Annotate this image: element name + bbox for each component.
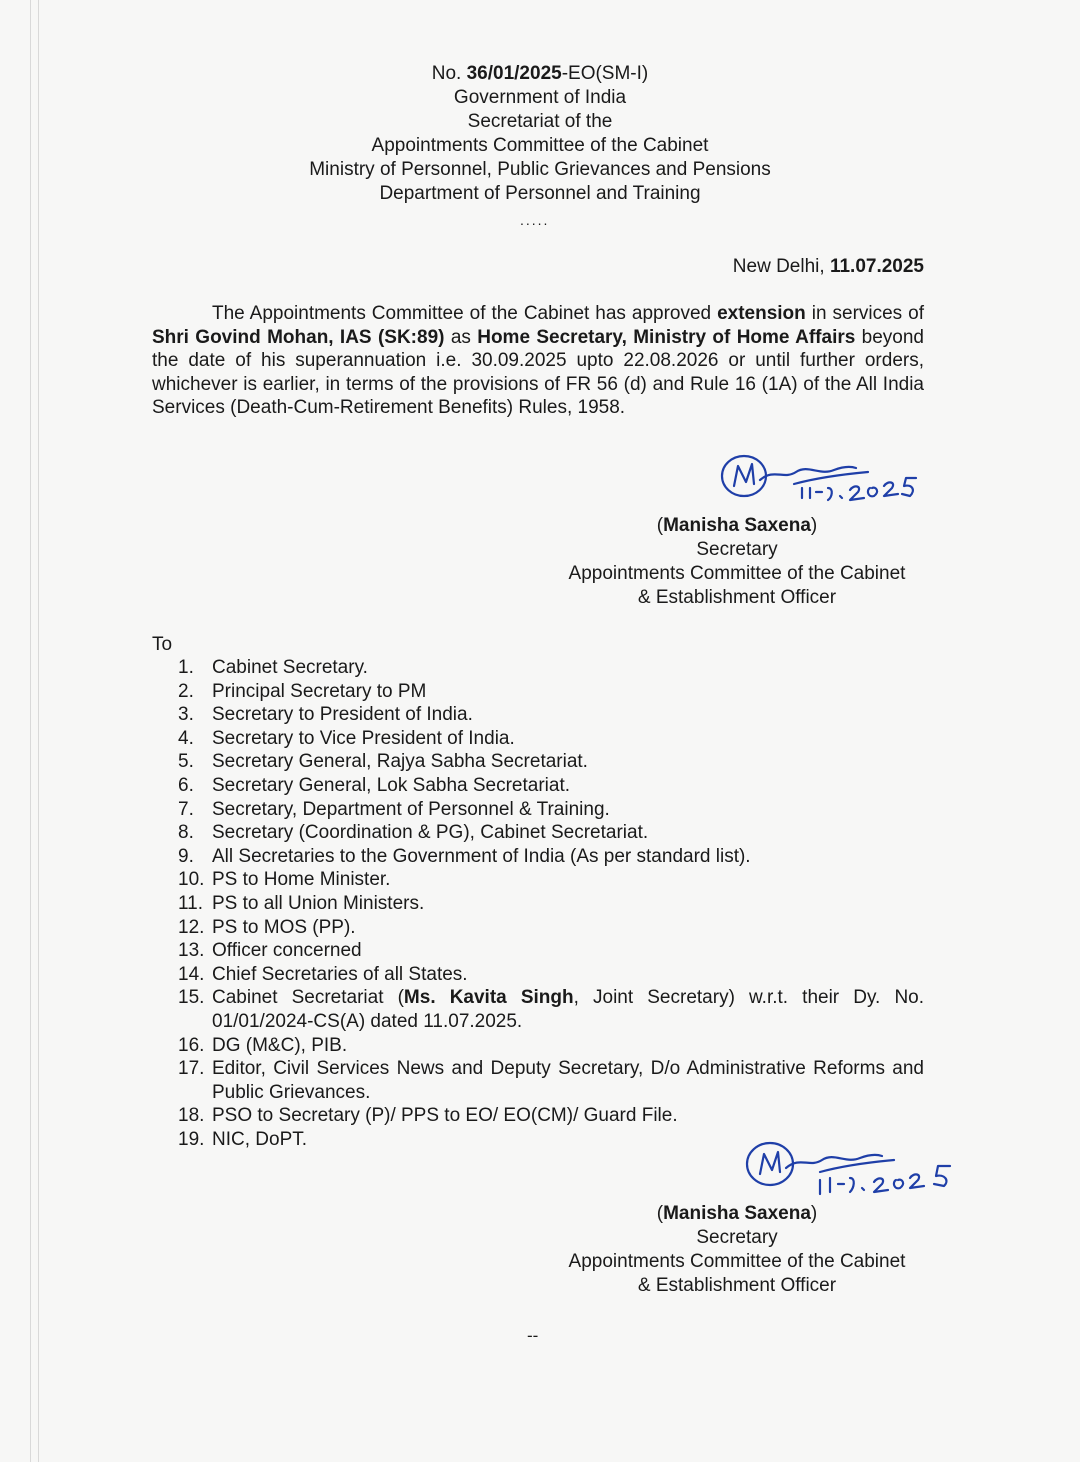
signatory-office-2: & Establishment Officer [637, 1275, 837, 1296]
signatory-name: (Manisha Saxena) [656, 1203, 818, 1224]
signatory-designation: Secretary [696, 539, 778, 560]
list-item-number: 15. [178, 987, 205, 1009]
list-item-number: 13. [178, 940, 205, 962]
letterhead-department: Department of Personnel and Training [379, 183, 701, 204]
signatory-office: Appointments Committee of the Cabinet [568, 563, 906, 584]
list-item-number: 17. [178, 1058, 205, 1080]
list-item [178, 703, 924, 727]
list-item-text: Editor, Civil Services News and Deputy Secretary, D/o Administrative Reforms and Public Grievances. [212, 1058, 924, 1103]
list-item-number: 10. [178, 869, 205, 891]
list-item [178, 798, 924, 822]
list-item-number: 8. [178, 822, 194, 844]
list-item [178, 845, 924, 869]
list-item [178, 892, 924, 916]
list-item [178, 1104, 924, 1128]
list-item [178, 963, 924, 987]
list-item-number: 5. [178, 751, 194, 773]
order-paragraph: The Appointments Committee of the Cabinet has approved extension in services of Shri Govind Mohan, IAS (SK:89) as Home Secretary, Ministry of Home Affairs beyond the date of his superannuation i.e. 30.09.2025 upto 22.08.2026 or until further orders, whichever is earlier, in terms of the provisions of FR 56 (d) and Rule 16 (1A) of the All India Services (Death-Cum-Retirement Benefits) Rules, 1958. [152, 303, 924, 419]
signatory-office-2: & Establishment Officer [637, 587, 837, 608]
list-item-text: NIC, DoPT. [212, 1128, 308, 1150]
header-separator: ..... [520, 212, 550, 228]
list-item-number: 6. [178, 774, 194, 796]
list-item-text: PSO to Secretary (P)/ PPS to EO/ EO(CM)/ Guard File. [212, 1105, 678, 1127]
list-item-text: Cabinet Secretary. [212, 657, 368, 678]
signatory-block [547, 514, 927, 610]
list-item-number: 12. [178, 916, 205, 938]
list-item-number: 3. [178, 704, 194, 726]
list-item-text: Chief Secretaries of all States. [212, 963, 468, 985]
place-date: New Delhi, 11.07.2025 [732, 256, 924, 277]
list-item-number: 4. [178, 727, 194, 749]
list-item-text: Secretary General, Rajya Sabha Secretariat. [212, 751, 588, 773]
list-item-text: Secretary to President of India. [212, 704, 473, 726]
list-item-text: Secretary to Vice President of India. [212, 727, 515, 749]
list-item-number: 19. [178, 1128, 205, 1150]
list-item-text: Officer concerned [212, 940, 362, 962]
list-item [178, 774, 924, 798]
list-item [178, 821, 924, 845]
list-item-number: 18. [178, 1105, 205, 1127]
list-item-text: Principal Secretary to PM [212, 680, 427, 702]
list-item-number: 16. [178, 1034, 205, 1056]
list-item-text: All Secretaries to the Government of India (As per standard list). [212, 845, 751, 867]
list-item [178, 986, 924, 1033]
list-item-text: Secretary, Department of Personnel & Training. [212, 798, 610, 820]
page-end-mark: -- [527, 1326, 539, 1345]
list-item-number: 11. [178, 892, 204, 914]
list-item-number: 9. [178, 845, 194, 867]
list-item [178, 868, 924, 892]
list-item [178, 656, 924, 680]
list-item-number: 2. [178, 680, 194, 702]
handwritten-signature [716, 450, 956, 506]
scan-edge-line [30, 0, 31, 1462]
list-item [178, 939, 924, 963]
list-item-text: Cabinet Secretariat (Ms. Kavita Singh, Joint Secretary) w.r.t. their Dy. No. 01/01/2024-CS(A) dated 11.07.2025. [212, 987, 925, 1032]
list-item [178, 1034, 924, 1058]
list-item [178, 680, 924, 704]
signatory-designation: Secretary [696, 1227, 778, 1248]
letterhead-committee: Appointments Committee of the Cabinet [371, 135, 709, 156]
letterhead-government: Government of India [453, 87, 627, 108]
signatory-name: (Manisha Saxena) [656, 515, 818, 536]
list-item [178, 916, 924, 940]
letterhead-secretariat: Secretariat of the [467, 111, 613, 132]
list-item [178, 1057, 924, 1104]
scan-edge-line [38, 0, 39, 1462]
handwritten-signature [740, 1138, 990, 1200]
list-item-text: PS to all Union Ministers. [212, 892, 425, 914]
distribution-list [178, 656, 924, 1151]
list-item [178, 750, 924, 774]
list-item-text: Secretary (Coordination & PG), Cabinet Secretariat. [212, 822, 649, 844]
list-item-text: PS to MOS (PP). [212, 916, 356, 938]
to-label: To [152, 634, 173, 655]
signatory-office: Appointments Committee of the Cabinet [568, 1251, 906, 1272]
file-number-line: No. 36/01/2025-EO(SM-I) [431, 63, 649, 84]
list-item-number: 14. [178, 963, 205, 985]
list-item-text: Secretary General, Lok Sabha Secretariat. [212, 774, 571, 796]
list-item-text: DG (M&C), PIB. [212, 1034, 348, 1056]
list-item-text: PS to Home Minister. [212, 869, 391, 891]
list-item-number: 1. [178, 657, 194, 678]
letterhead-ministry: Ministry of Personnel, Public Grievances and Pensions [309, 159, 771, 180]
letterhead [0, 62, 1080, 206]
list-item [178, 727, 924, 751]
list-item-number: 7. [178, 798, 194, 820]
signatory-block-copy [547, 1202, 927, 1298]
